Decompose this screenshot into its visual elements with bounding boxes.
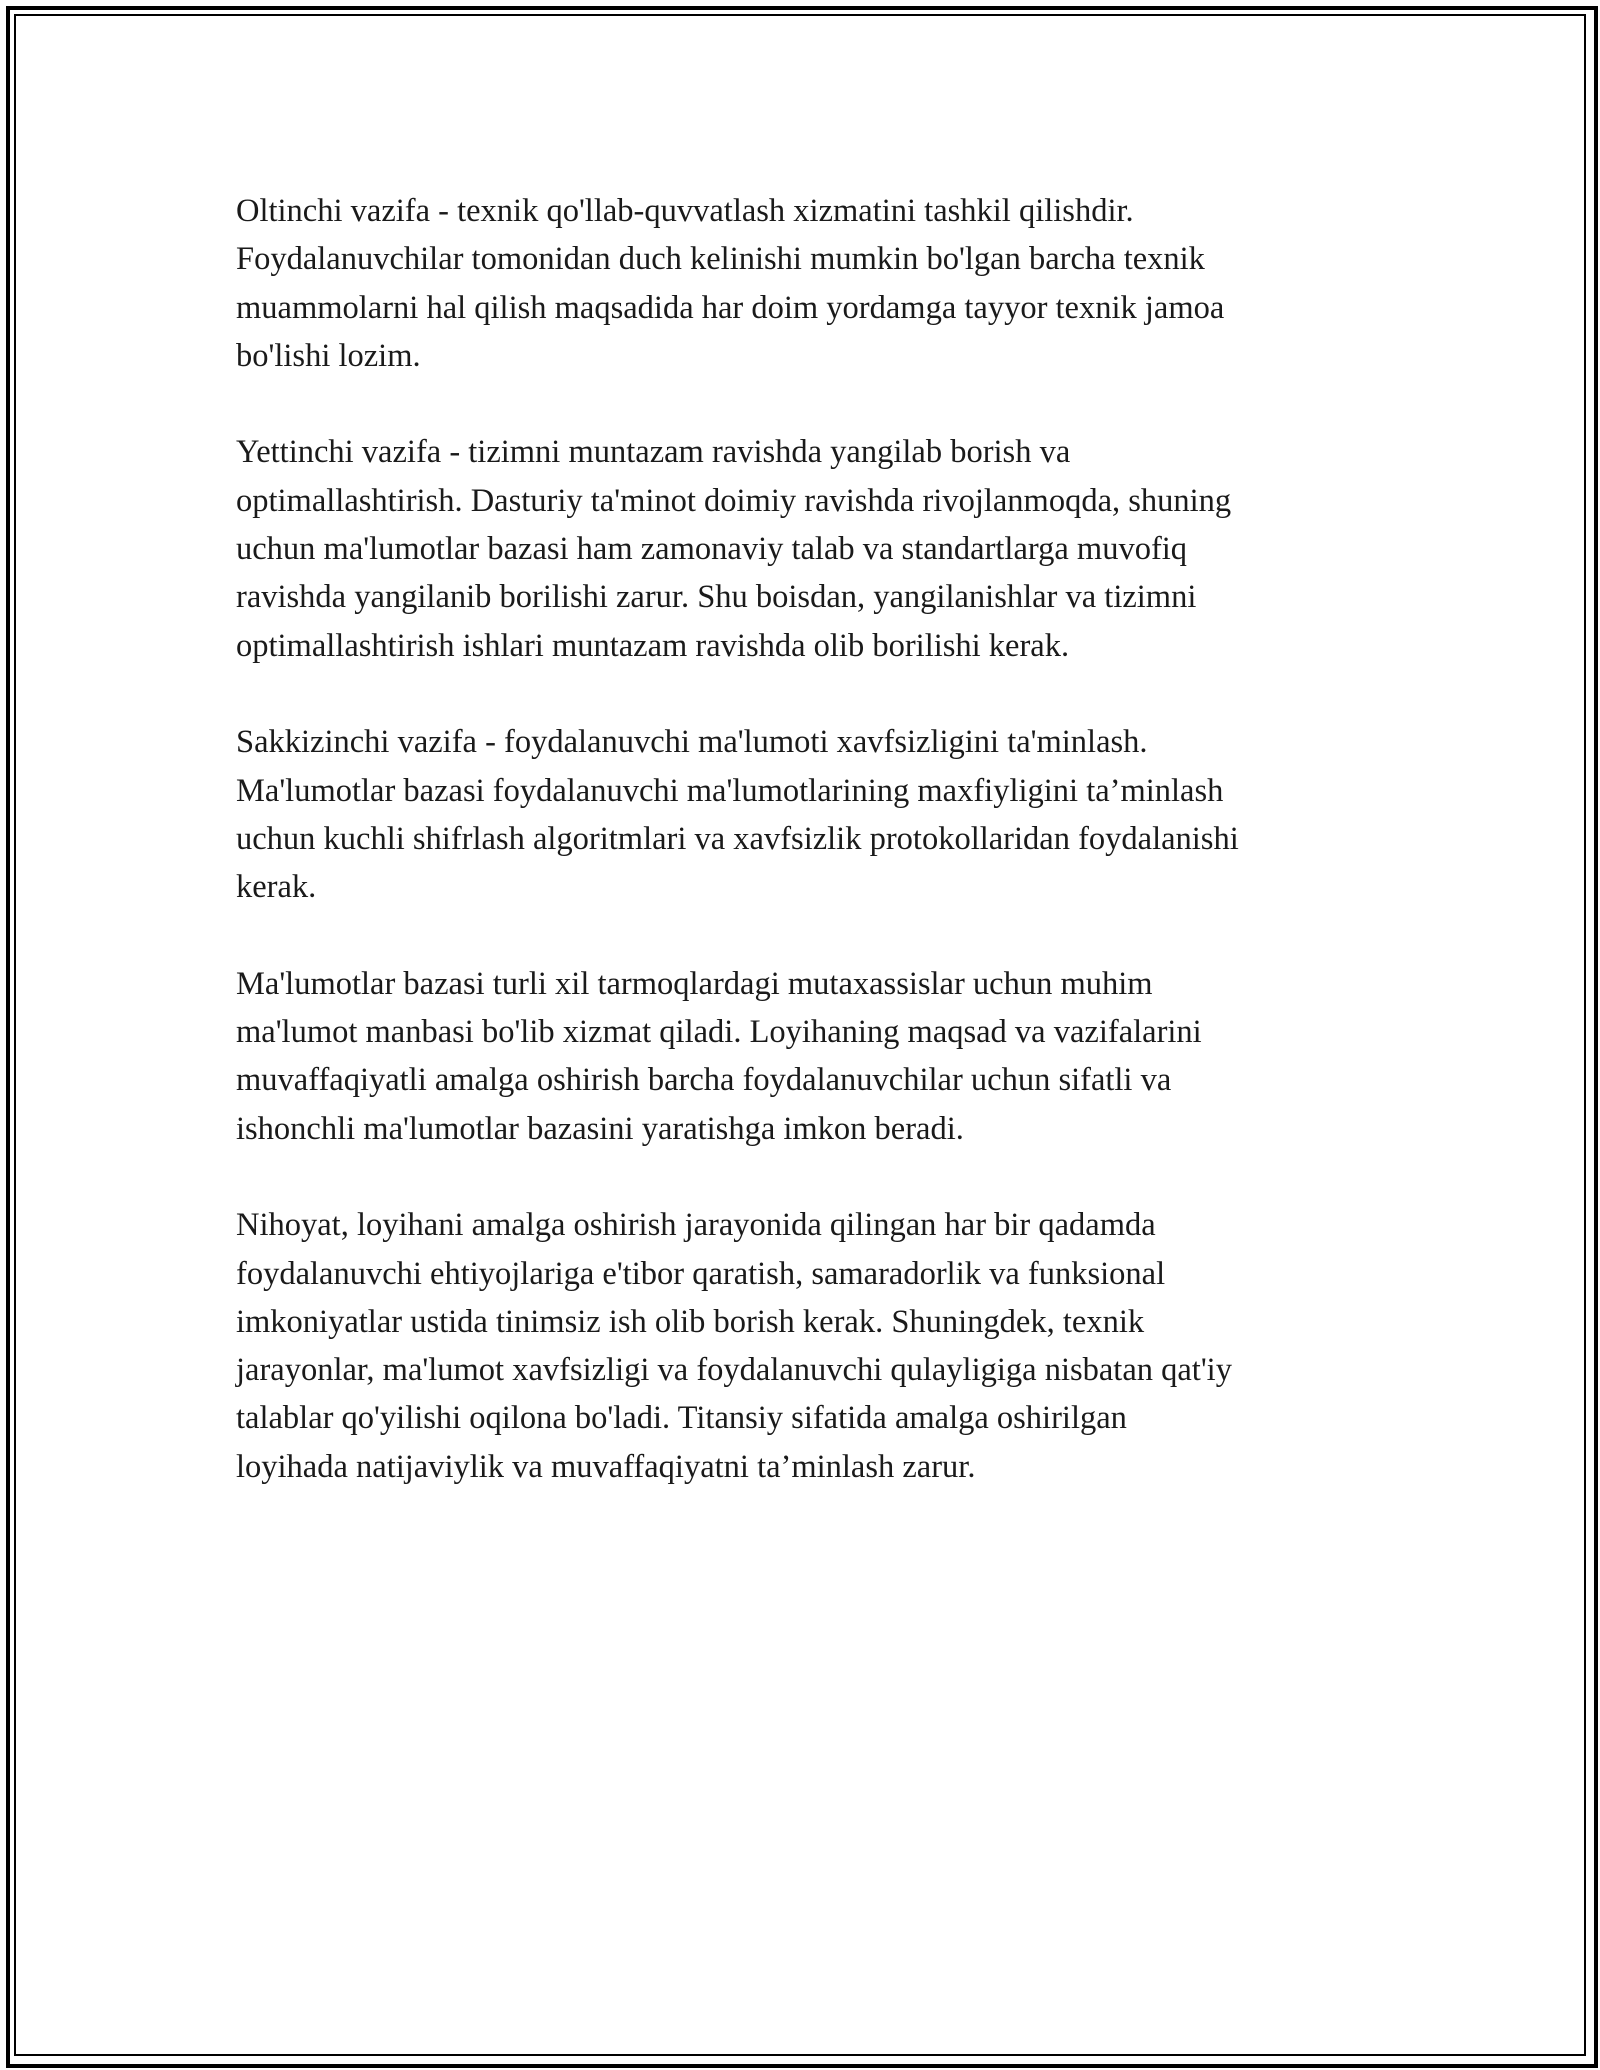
text-line: imkoniyatlar ustida tinimsiz ish olib borish kerak. Shuningdek, texnik <box>236 1303 1145 1340</box>
text-line: ma'lumot manbasi bo'lib xizmat qiladi. Loyihaning maqsad va vazifalarini <box>236 1014 1202 1051</box>
document-body <box>236 187 1366 1539</box>
paragraph-1 <box>236 187 1366 380</box>
text-line: jarayonlar, ma'lumot xavfsizligi va foydalanuvchi qulayligiga nisbatan qat'iy <box>236 1352 1232 1389</box>
text-line: uchun ma'lumotlar bazasi ham zamonaviy talab va standartlarga muvofiq <box>236 531 1188 568</box>
text-line: muammolarni hal qilish maqsadida har doim yordamga tayyor texnik jamoa <box>236 289 1225 326</box>
text-line: optimallashtirish ishlari muntazam ravishda olib borilishi kerak. <box>236 627 1070 664</box>
paragraph-2 <box>236 428 1366 669</box>
text-line: ishonchli ma'lumotlar bazasini yaratishga imkon beradi. <box>236 1110 964 1147</box>
text-line: Ma'lumotlar bazasi turli xil tarmoqlardagi mutaxassislar uchun muhim <box>236 965 1153 1002</box>
text-line: bo'lishi lozim. <box>236 337 421 374</box>
text-line: talablar qo'yilishi oqilona bo'ladi. Titansiy sifatida amalga oshirilgan <box>236 1400 1127 1437</box>
text-line: uchun kuchli shifrlash algoritmlari va xavfsizlik protokollaridan foydalanishi <box>236 820 1239 857</box>
text-line: optimallashtirish. Dasturiy ta'minot doimiy ravishda rivojlanmoqda, shuning <box>236 482 1232 519</box>
text-line: Yettinchi vazifa - tizimni muntazam ravishda yangilab borish va <box>236 434 1071 471</box>
paragraph-3 <box>236 718 1366 911</box>
text-line: Oltinchi vazifa - texnik qo'llab-quvvatlash xizmatini tashkil qilishdir. <box>236 193 1134 229</box>
text-line: Sakkizinchi vazifa - foydalanuvchi ma'lumoti xavfsizligini ta'minlash. <box>236 724 1148 761</box>
paragraph-5 <box>236 1201 1366 1491</box>
text-line: ravishda yangilanib borilishi zarur. Shu boisdan, yangilanishlar va tizimni <box>236 579 1197 616</box>
text-line: Foydalanuvchilar tomonidan duch kelinishi mumkin bo'lgan barcha texnik <box>236 241 1205 278</box>
text-line: Nihoyat, loyihani amalga oshirish jarayonida qilingan har bir qadamda <box>236 1207 1156 1244</box>
text-line: loyihada natijaviylik va muvaffaqiyatni ta’minlash zarur. <box>236 1448 976 1485</box>
paragraph-4 <box>236 960 1366 1153</box>
text-line: muvaffaqiyatli amalga oshirish barcha foydalanuvchilar uchun sifatli va <box>236 1062 1172 1099</box>
text-line: foydalanuvchi ehtiyojlariga e'tibor qaratish, samaradorlik va funksional <box>236 1255 1166 1292</box>
text-line: kerak. <box>236 869 317 906</box>
text-line: Ma'lumotlar bazasi foydalanuvchi ma'lumotlarining maxfiyligini ta’minlash <box>236 772 1224 809</box>
